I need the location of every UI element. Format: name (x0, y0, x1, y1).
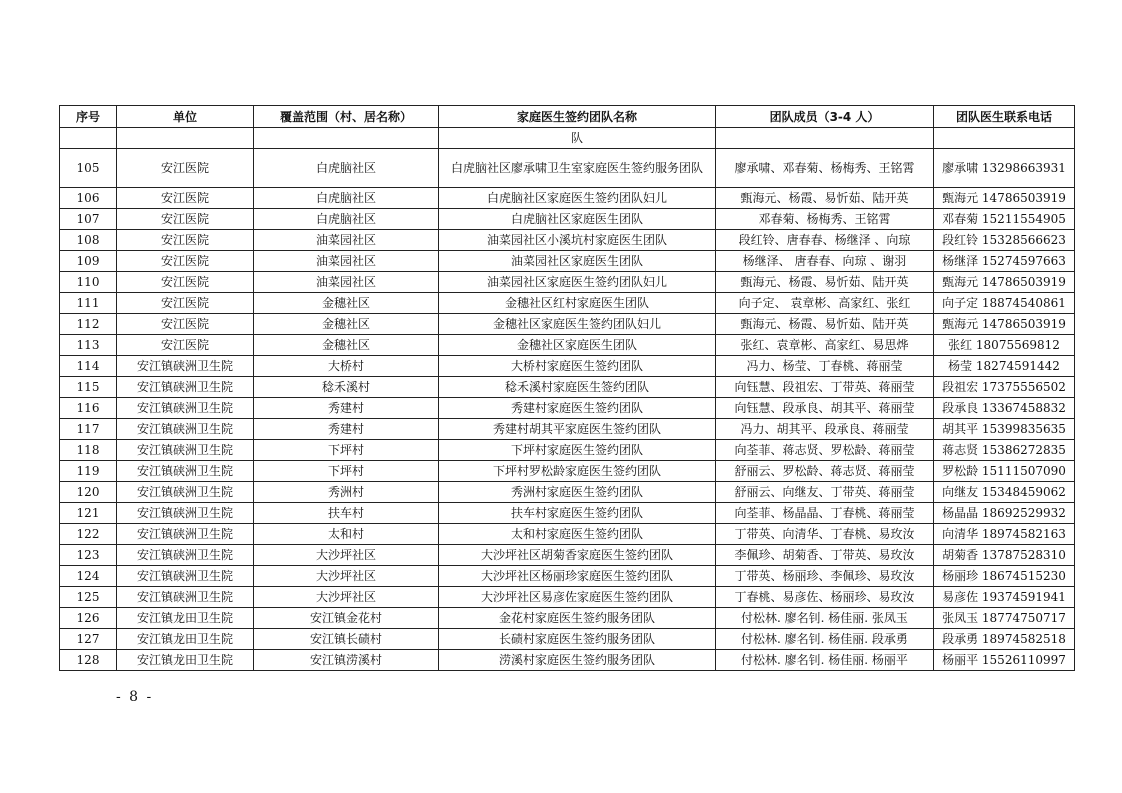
cell-unit: 安江镇硖洲卫生院 (117, 566, 254, 587)
cell-index: 107 (60, 209, 117, 230)
cell-team-name: 大沙坪社区胡菊香家庭医生签约团队 (439, 545, 716, 566)
table-row (60, 188, 1075, 209)
table-row (60, 482, 1075, 503)
cell-members: 冯力、杨莹、丁春桃、蒋丽莹 (716, 356, 934, 377)
cell-team-name: 油菜园社区家庭医生签约团队妇儿 (439, 272, 716, 293)
cell-unit: 安江医院 (117, 149, 254, 188)
cell-coverage: 稔禾溪村 (254, 377, 439, 398)
cell-phone: 段红铃 15328566623 (934, 230, 1075, 251)
table-row (60, 419, 1075, 440)
cell-members: 段红铃、唐春春、杨继泽 、向琼 (716, 230, 934, 251)
cell-coverage: 下坪村 (254, 440, 439, 461)
cell-unit: 安江镇硖洲卫生院 (117, 440, 254, 461)
cell-team-name: 金穗社区红村家庭医生团队 (439, 293, 716, 314)
cell-team-name: 太和村家庭医生签约团队 (439, 524, 716, 545)
cell-phone: 罗松龄 15111507090 (934, 461, 1075, 482)
header-members: 团队成员（3-4 人） (716, 106, 934, 128)
header-team-name: 家庭医生签约团队名称 (439, 106, 716, 128)
cell-phone: 胡菊香 13787528310 (934, 545, 1075, 566)
cell-coverage: 白虎脑社区 (254, 188, 439, 209)
cell-members: 甄海元、杨霞、易忻茹、陆开英 (716, 272, 934, 293)
cell-members: 丁春桃、易彦佐、杨丽珍、易玫汝 (716, 587, 934, 608)
cell-unit: 安江医院 (117, 314, 254, 335)
cell-index: 108 (60, 230, 117, 251)
continuation-row (60, 128, 1075, 149)
cell-unit: 安江镇硖洲卫生院 (117, 398, 254, 419)
cell-coverage: 安江镇长碛村 (254, 629, 439, 650)
cell-members: 丁带英、杨丽珍、李佩珍、易玫汝 (716, 566, 934, 587)
team-roster-table (59, 105, 1075, 671)
cell-unit: 安江医院 (117, 293, 254, 314)
table-row (60, 335, 1075, 356)
cell-index: 119 (60, 461, 117, 482)
cell-phone: 向子定 18874540861 (934, 293, 1075, 314)
table-cell (716, 128, 934, 149)
cell-unit: 安江镇硖洲卫生院 (117, 503, 254, 524)
cell-index: 124 (60, 566, 117, 587)
table-row (60, 545, 1075, 566)
cell-index: 120 (60, 482, 117, 503)
cell-members: 向钰慧、段承良、胡其平、蒋丽莹 (716, 398, 934, 419)
cell-members: 李佩珍、胡菊香、丁带英、易玫汝 (716, 545, 934, 566)
cell-coverage: 油菜园社区 (254, 272, 439, 293)
cell-coverage: 金穗社区 (254, 293, 439, 314)
cell-coverage: 扶车村 (254, 503, 439, 524)
cell-coverage: 下坪村 (254, 461, 439, 482)
cell-team-name: 金穗社区家庭医生签约团队妇儿 (439, 314, 716, 335)
table-cell (60, 128, 117, 149)
cell-members: 丁带英、向清华、丁春桃、易玫汝 (716, 524, 934, 545)
cell-coverage: 秀洲村 (254, 482, 439, 503)
cell-team-name: 秀洲村家庭医生签约团队 (439, 482, 716, 503)
cell-members: 付松林. 廖名钊. 杨佳丽. 段承勇 (716, 629, 934, 650)
cell-unit: 安江镇龙田卫生院 (117, 629, 254, 650)
cell-coverage: 大沙坪社区 (254, 587, 439, 608)
table-row (60, 566, 1075, 587)
cell-coverage: 安江镇涝溪村 (254, 650, 439, 671)
cell-members: 向子定、 袁章彬、高家红、张红 (716, 293, 934, 314)
cell-phone: 杨晶晶 18692529932 (934, 503, 1075, 524)
cell-index: 123 (60, 545, 117, 566)
cell-coverage: 油菜园社区 (254, 251, 439, 272)
cell-index: 105 (60, 149, 117, 188)
cell-coverage: 白虎脑社区 (254, 149, 439, 188)
cell-phone: 杨丽平 15526110997 (934, 650, 1075, 671)
cell-phone: 杨继泽 15274597663 (934, 251, 1075, 272)
cell-index: 127 (60, 629, 117, 650)
cell-coverage: 大沙坪社区 (254, 566, 439, 587)
cell-index: 122 (60, 524, 117, 545)
cell-unit: 安江镇硖洲卫生院 (117, 356, 254, 377)
table-row (60, 461, 1075, 482)
cell-index: 106 (60, 188, 117, 209)
cell-index: 118 (60, 440, 117, 461)
cell-coverage: 油菜园社区 (254, 230, 439, 251)
cell-phone: 甄海元 14786503919 (934, 188, 1075, 209)
cell-unit: 安江镇硖洲卫生院 (117, 419, 254, 440)
table-row (60, 650, 1075, 671)
cell-coverage: 太和村 (254, 524, 439, 545)
table-row (60, 356, 1075, 377)
cell-members: 付松林. 廖名钊. 杨佳丽. 张凤玉 (716, 608, 934, 629)
cell-coverage: 安江镇金花村 (254, 608, 439, 629)
cell-phone: 向清华 18974582163 (934, 524, 1075, 545)
cell-members: 廖承啸、邓春菊、杨梅秀、王铭霄 (716, 149, 934, 188)
cell-team-name: 下坪村罗松龄家庭医生签约团队 (439, 461, 716, 482)
cell-unit: 安江镇硖洲卫生院 (117, 482, 254, 503)
cell-coverage: 大沙坪社区 (254, 545, 439, 566)
table-row (60, 251, 1075, 272)
cell-phone: 胡其平 15399835635 (934, 419, 1075, 440)
table-row (60, 440, 1075, 461)
cell-unit: 安江医院 (117, 188, 254, 209)
cell-team-name: 白虎脑社区家庭医生团队 (439, 209, 716, 230)
cell-members: 甄海元、杨霞、易忻茹、陆开英 (716, 314, 934, 335)
cell-members: 付松林. 廖名钊. 杨佳丽. 杨丽平 (716, 650, 934, 671)
cell-members: 向荃菲、蒋志贤、罗松龄、蒋丽莹 (716, 440, 934, 461)
cell-phone: 邓春菊 15211554905 (934, 209, 1075, 230)
cell-coverage: 秀建村 (254, 398, 439, 419)
cell-unit: 安江镇硖洲卫生院 (117, 524, 254, 545)
table-row (60, 629, 1075, 650)
cell-unit: 安江镇硖洲卫生院 (117, 587, 254, 608)
cell-index: 110 (60, 272, 117, 293)
cell-members: 向钰慧、段祖宏、丁带英、蒋丽莹 (716, 377, 934, 398)
page-number: - 8 - (116, 689, 154, 705)
cell-unit: 安江医院 (117, 230, 254, 251)
cell-team-name: 金花村家庭医生签约服务团队 (439, 608, 716, 629)
cell-phone: 段承良 13367458832 (934, 398, 1075, 419)
cell-phone: 杨丽珍 18674515230 (934, 566, 1075, 587)
cell-phone: 蒋志贤 15386272835 (934, 440, 1075, 461)
cell-team-name: 白虎脑社区廖承啸卫生室家庭医生签约服务团队 (439, 149, 716, 188)
table-row (60, 230, 1075, 251)
cell-index: 117 (60, 419, 117, 440)
cell-members: 舒丽云、罗松龄、蒋志贤、蒋丽莹 (716, 461, 934, 482)
header-coverage: 覆盖范围（村、居名称） (254, 106, 439, 128)
cell-team-name: 秀建村胡其平家庭医生签约团队 (439, 419, 716, 440)
cell-team-name: 涝溪村家庭医生签约服务团队 (439, 650, 716, 671)
table-cell: 队 (439, 128, 716, 149)
cell-coverage: 金穗社区 (254, 314, 439, 335)
cell-coverage: 白虎脑社区 (254, 209, 439, 230)
cell-unit: 安江镇龙田卫生院 (117, 650, 254, 671)
cell-team-name: 金穗社区家庭医生团队 (439, 335, 716, 356)
table-cell (117, 128, 254, 149)
cell-unit: 安江医院 (117, 335, 254, 356)
cell-team-name: 扶车村家庭医生签约团队 (439, 503, 716, 524)
cell-phone: 甄海元 14786503919 (934, 314, 1075, 335)
table-cell (254, 128, 439, 149)
cell-phone: 廖承啸 13298663931 (934, 149, 1075, 188)
header-unit: 单位 (117, 106, 254, 128)
cell-unit: 安江医院 (117, 272, 254, 293)
cell-unit: 安江镇硖洲卫生院 (117, 377, 254, 398)
cell-members: 邓春菊、杨梅秀、王铭霄 (716, 209, 934, 230)
cell-unit: 安江镇硖洲卫生院 (117, 461, 254, 482)
cell-phone: 张凤玉 18774750717 (934, 608, 1075, 629)
cell-index: 115 (60, 377, 117, 398)
cell-phone: 向继友 15348459062 (934, 482, 1075, 503)
cell-phone: 段承勇 18974582518 (934, 629, 1075, 650)
cell-phone: 甄海元 14786503919 (934, 272, 1075, 293)
cell-team-name: 油菜园社区家庭医生团队 (439, 251, 716, 272)
table-row (60, 272, 1075, 293)
table-row (60, 608, 1075, 629)
table-row (60, 524, 1075, 545)
cell-team-name: 白虎脑社区家庭医生签约团队妇儿 (439, 188, 716, 209)
cell-coverage: 秀建村 (254, 419, 439, 440)
table-cell (934, 128, 1075, 149)
table-row (60, 503, 1075, 524)
header-phone: 团队医生联系电话 (934, 106, 1075, 128)
cell-coverage: 金穗社区 (254, 335, 439, 356)
cell-team-name: 大沙坪社区杨丽珍家庭医生签约团队 (439, 566, 716, 587)
cell-team-name: 稔禾溪村家庭医生签约团队 (439, 377, 716, 398)
cell-members: 张红、袁章彬、高家红、易思烨 (716, 335, 934, 356)
cell-team-name: 油菜园社区小溪坑村家庭医生团队 (439, 230, 716, 251)
cell-unit: 安江医院 (117, 251, 254, 272)
cell-index: 126 (60, 608, 117, 629)
cell-phone: 杨莹 18274591442 (934, 356, 1075, 377)
cell-unit: 安江镇硖洲卫生院 (117, 545, 254, 566)
table-row (60, 398, 1075, 419)
cell-members: 舒丽云、向继友、丁带英、蒋丽莹 (716, 482, 934, 503)
table-row (60, 377, 1075, 398)
table-row (60, 209, 1075, 230)
cell-index: 112 (60, 314, 117, 335)
cell-members: 向荃菲、杨晶晶、丁春桃、蒋丽莹 (716, 503, 934, 524)
cell-team-name: 大沙坪社区易彦佐家庭医生签约团队 (439, 587, 716, 608)
cell-index: 109 (60, 251, 117, 272)
cell-team-name: 大桥村家庭医生签约团队 (439, 356, 716, 377)
table-row (60, 149, 1075, 188)
cell-members: 甄海元、杨霞、易忻茹、陆开英 (716, 188, 934, 209)
table-row (60, 314, 1075, 335)
cell-index: 128 (60, 650, 117, 671)
cell-phone: 段祖宏 17375556502 (934, 377, 1075, 398)
table-row (60, 587, 1075, 608)
cell-index: 114 (60, 356, 117, 377)
table-header-row (60, 106, 1075, 128)
cell-index: 111 (60, 293, 117, 314)
cell-index: 121 (60, 503, 117, 524)
cell-team-name: 下坪村家庭医生签约团队 (439, 440, 716, 461)
cell-team-name: 长碛村家庭医生签约服务团队 (439, 629, 716, 650)
cell-unit: 安江镇龙田卫生院 (117, 608, 254, 629)
table-row (60, 293, 1075, 314)
cell-index: 113 (60, 335, 117, 356)
cell-unit: 安江医院 (117, 209, 254, 230)
cell-phone: 张红 18075569812 (934, 335, 1075, 356)
cell-index: 125 (60, 587, 117, 608)
cell-index: 116 (60, 398, 117, 419)
header-index: 序号 (60, 106, 117, 128)
cell-coverage: 大桥村 (254, 356, 439, 377)
cell-members: 杨继泽、 唐春春、向琼 、谢羽 (716, 251, 934, 272)
cell-team-name: 秀建村家庭医生签约团队 (439, 398, 716, 419)
cell-phone: 易彦佐 19374591941 (934, 587, 1075, 608)
cell-members: 冯力、胡其平、段承良、蒋丽莹 (716, 419, 934, 440)
